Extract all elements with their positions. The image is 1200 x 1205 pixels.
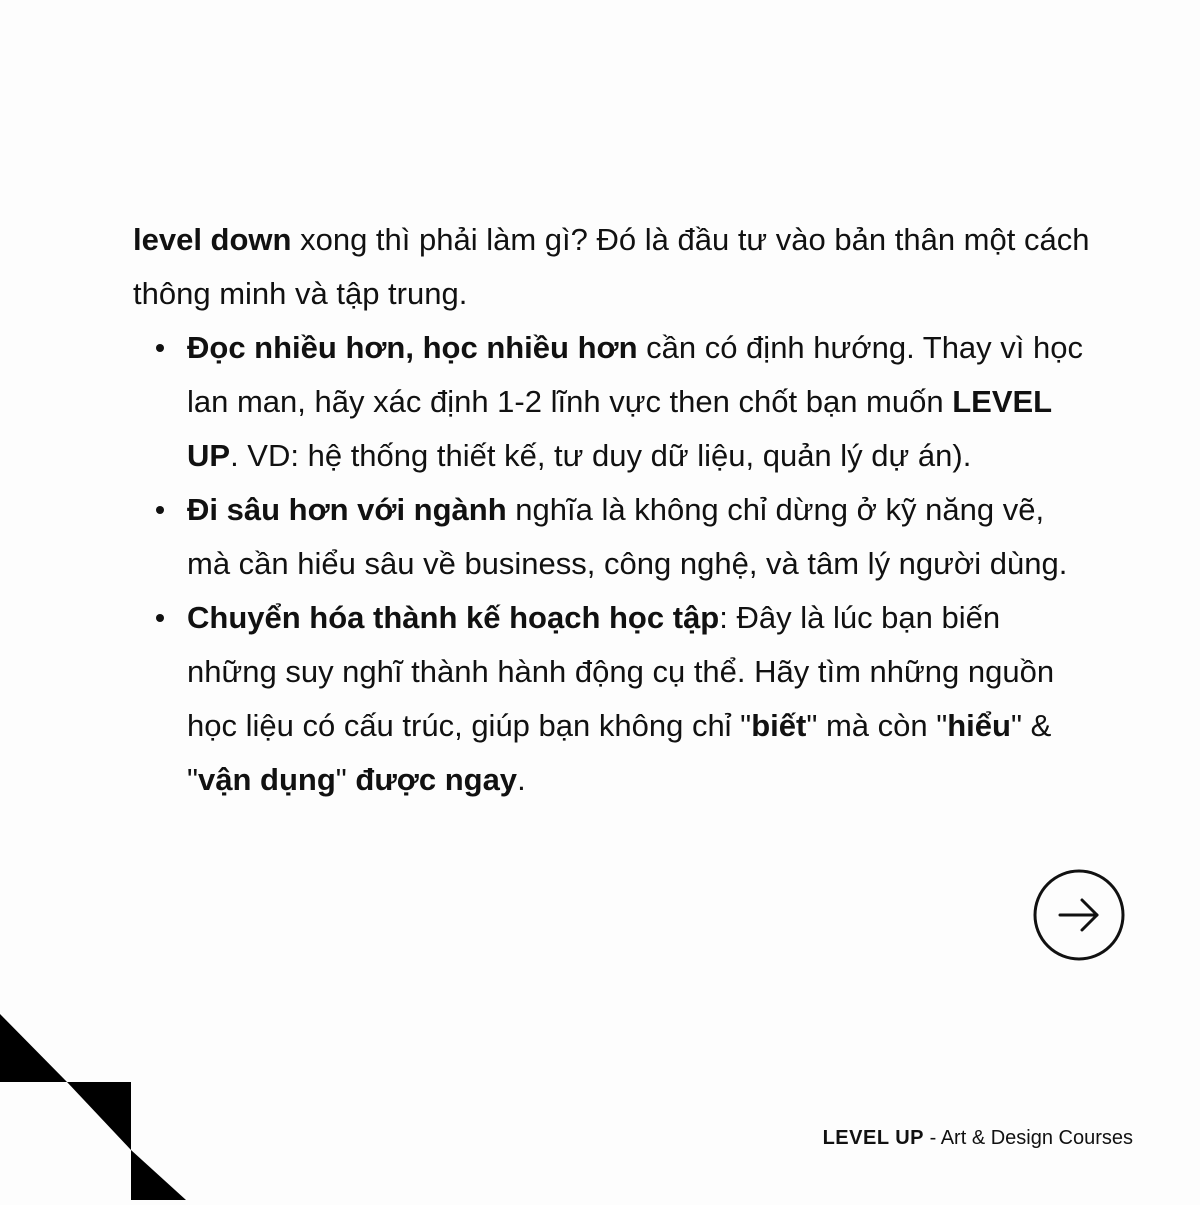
post-body bbox=[133, 213, 1093, 807]
bullet-1-title: Đọc nhiều hơn, học nhiều hơn bbox=[187, 330, 638, 365]
footer-brand: LEVEL UP bbox=[822, 1127, 925, 1149]
bullet-3-title: Chuyển hóa thành kế hoạch học tập bbox=[187, 600, 720, 635]
bullet-list bbox=[133, 321, 1093, 807]
intro-paragraph bbox=[133, 213, 1093, 321]
bullet-item-read-more bbox=[133, 321, 1093, 483]
bullet-3-text-5: . bbox=[517, 762, 526, 797]
bullet-1-text: cần có định hướng. Thay vì học lan man, hãy xác định 1-2 lĩnh vực then chốt bạn muốn bbox=[187, 330, 1083, 419]
bullet-3-text-2: " mà còn " bbox=[806, 708, 948, 743]
bullet-2-text: nghĩa là không chỉ dừng ở kỹ năng vẽ, mà cần hiểu sâu về business, công nghệ, và tâm lý người dùng. bbox=[187, 492, 1068, 581]
bullet-3-understand: hiểu bbox=[947, 708, 1011, 743]
bullet-1-highlight: LEVEL UP bbox=[187, 384, 1052, 473]
bullet-1-text-end: . VD: hệ thống thiết kế, tư duy dữ liệu, quản lý dự án). bbox=[230, 438, 972, 473]
bullet-3-text-3: " & " bbox=[187, 708, 1052, 797]
bullet-3-text-4: " bbox=[335, 762, 356, 797]
bullet-3-text: : Đây là lúc bạn biến những suy nghĩ thành hành động cụ thể. Hãy tìm những nguồn học liệu có cấu trúc, giúp bạn không chỉ " bbox=[187, 600, 1055, 743]
bullet-3-apply: vận dụng bbox=[198, 762, 336, 797]
corner-triangles-decoration bbox=[0, 1010, 190, 1200]
bullet-3-know: biết bbox=[751, 708, 807, 743]
footer-tagline: - Art & Design Courses bbox=[924, 1127, 1133, 1149]
intro-bold: level down bbox=[133, 222, 292, 257]
intro-text: xong thì phải làm gì? Đó là đầu tư vào bản thân một cách thông minh và tập trung. bbox=[133, 222, 1090, 311]
bullet-3-right-away: được ngay bbox=[355, 762, 518, 797]
footer-credit bbox=[823, 1124, 1133, 1152]
bullet-item-learning-plan bbox=[133, 591, 1093, 807]
next-slide-button[interactable] bbox=[1033, 869, 1125, 961]
triangle-pattern-icon bbox=[0, 1010, 190, 1200]
bullet-item-go-deeper bbox=[133, 483, 1093, 591]
bullet-2-title: Đi sâu hơn với ngành bbox=[187, 492, 507, 527]
arrow-right-icon bbox=[1033, 869, 1125, 961]
